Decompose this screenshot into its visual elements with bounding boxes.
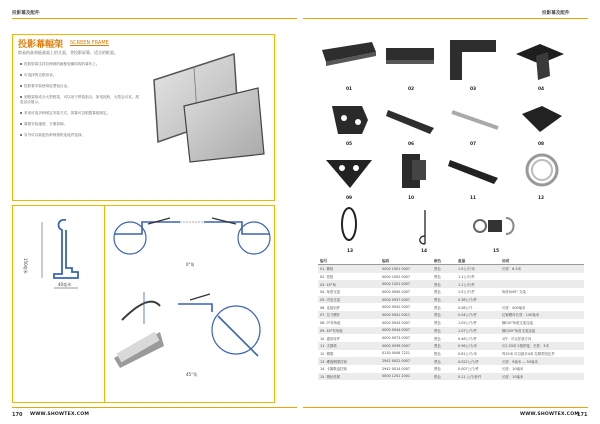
column-header: 颜色 [432, 258, 456, 265]
part-number-03: 03 [469, 87, 477, 92]
column-header: 编码 [380, 258, 432, 265]
part-number-12: 12 [537, 196, 545, 201]
angle-45-diagram [170, 284, 274, 368]
part-15-image [466, 204, 526, 248]
part-number-10: 10 [407, 196, 415, 201]
part-number-07: 07 [469, 142, 477, 147]
part-number-06: 06 [407, 142, 415, 147]
table-row: 15. 钢丝张紧 0000 1201 2001 银色 0.11 公斤/套件 长度：10毫米 [318, 373, 584, 381]
table-row: 05. 内连支架 0000 0937 0007 黑色 0.38公斤/件 [318, 296, 584, 304]
table-row: 13. 螺旋钢缆挂钩 2942 0022 0007 黑色 0.022公斤/件 长度：9毫米 — 50毫米 [318, 357, 584, 365]
part-number-09: 09 [345, 196, 353, 201]
part-12-image [512, 148, 572, 194]
angle-0-label: 0°角 [186, 262, 195, 267]
right-header-title: 投影幕及配件 [542, 11, 570, 16]
part-number-13: 13 [346, 249, 354, 254]
table-row: 02. 竖框 0000 1002 0007 黑色 1.1公斤/件 [320, 274, 475, 280]
part-number-14: 14 [420, 249, 428, 254]
part-number-05: 05 [345, 142, 353, 147]
table-row: 01. 横框 0000 1001 0007 黑色 1.5公斤/米 长度：6.3米 [318, 265, 584, 273]
part-number-11: 11 [469, 196, 477, 201]
feature-item: 到框架组成分大型框架，可以用于拼装组合，如电视柜，大型会议室，展览活动展示。 [20, 95, 139, 104]
part-01-image [318, 40, 380, 86]
table-row: 14. 卡簧吸盘挂钩 2942 0014 0007 黑色 0.007公斤/件 长度：10毫米 [320, 366, 524, 372]
left-footer-url[interactable]: WWW.SHOWTEX.COM [30, 412, 90, 417]
angle-45-photo [108, 284, 168, 368]
table-row: 07. 拉力螺杆 0000 0941 0011 黑色 0.04公斤/件 拉紧螺母长度：140毫米 [318, 311, 584, 319]
dimension-vertical-label: 150毫米 [23, 258, 28, 274]
spec-table-body [318, 265, 584, 381]
left-footer-rule [12, 407, 297, 408]
right-page-number: 171 [577, 412, 588, 418]
screen-frame-photo [146, 48, 270, 166]
feature-item: 可选择的边框形状。 [20, 73, 142, 84]
part-04-image [510, 36, 574, 86]
part-03-image [442, 36, 504, 86]
table-row: 08. 0°转角板 0000 0943 0007 黑色 1.05公斤/件 横向0°角度支架连接 [320, 320, 533, 326]
part-06-image [382, 100, 442, 140]
table-row: 12. 钢缆 0130 0006 7221 银色 0.61公斤/米 每25米 可以最多4米 拉紧带固定件 [320, 351, 555, 356]
table-row: 06. 连接铝件 0000 0942 0007 黑色 0.08公斤 长度：400毫米 [320, 305, 526, 310]
feature-item: 投影幕安装使用轻型铝合金。 [20, 84, 142, 95]
column-header: 编号 [318, 258, 380, 265]
part-number-15: 15 [492, 249, 500, 254]
part-05-image [320, 100, 380, 140]
table-row: 11. 支撑梁 0000 0939 0007 黑色 0.96公斤/米 长2.33米 2根拼接，长度：3米 [318, 342, 584, 350]
part-number-01: 01 [345, 87, 353, 92]
part-number-04: 04 [537, 87, 545, 92]
part-02-image [380, 40, 442, 86]
left-page-number: 170 [12, 412, 23, 418]
part-number-02: 02 [407, 87, 415, 92]
section-title: 投影幕幅架 [18, 40, 64, 50]
section-title-en: SCREEN FRAME [70, 40, 109, 46]
part-08-image [512, 100, 572, 140]
part-14-image [400, 204, 450, 248]
part-number-08: 08 [537, 142, 545, 147]
spec-table [318, 258, 584, 380]
part-07-image [444, 100, 504, 140]
column-header: 说明 [500, 258, 584, 265]
table-row: 10. 通用转件 0000 0973 0007 黑色 0.48公斤/件 1件：可以任意方向 [320, 336, 532, 341]
right-footer-url[interactable]: WWW.SHOWTEX.COM [520, 412, 580, 417]
feature-item: 投影屏幕支持拉伸到的画框轮廓结构的幕布上。 [20, 62, 142, 73]
part-11-image [444, 152, 504, 194]
part-09-image [320, 152, 380, 194]
section-subtitle: 简易的高效能画架上的支架，背投影屏幕，适合的框架。 [18, 50, 118, 55]
left-header-title: 投影幕及配件 [12, 11, 40, 16]
diagram-divider [104, 205, 105, 403]
right-header-rule [303, 18, 588, 19]
feature-item: 另外可以装配各种规格的连接件选择。 [20, 133, 142, 144]
left-header-rule [12, 18, 297, 19]
column-header: 重量 [456, 258, 500, 265]
right-footer-rule [303, 407, 588, 408]
table-row: 09. 45°转角板 0000 0944 0007 黑色 1.07公斤/件 横向45°角度支架连接 [318, 327, 584, 335]
table-row: 04. 角度支架 0000 0940 0007 黑色 1.5公斤/件 角度0/45° 支架 [320, 289, 526, 295]
part-13-image [324, 204, 374, 248]
part-10-image [382, 150, 442, 194]
dimension-horizontal-label: 40毫米 [58, 282, 72, 287]
angle-45-label: 45°角 [186, 372, 198, 377]
feature-item: 幕框安装速度，方便拆卸。 [20, 122, 142, 133]
feature-item: 采用可选多种固定安装方式，屏幕可以根据幕框固定。 [20, 111, 142, 122]
table-row: 03. 45°角 0000 1201 0007 黑色 1.1公斤/件 [318, 280, 584, 288]
feature-list [20, 62, 142, 144]
